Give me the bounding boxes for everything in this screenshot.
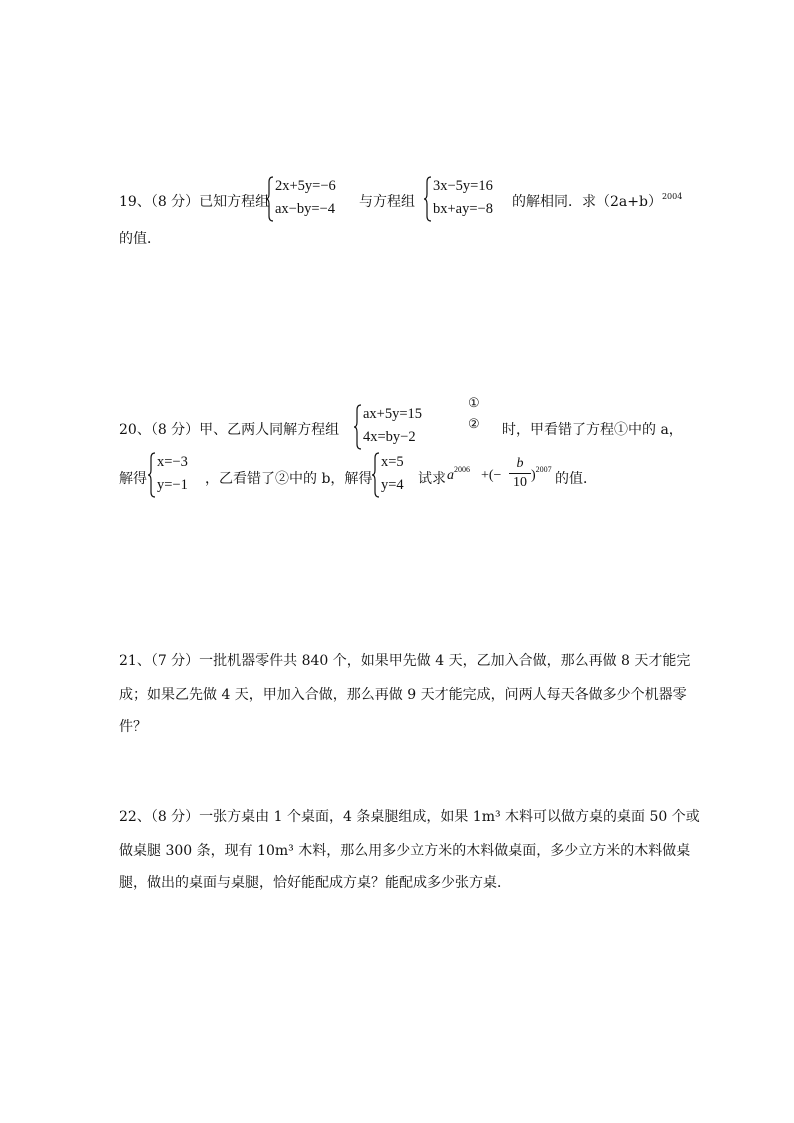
q19-suffix-text: 的解相同．求（2a+b） — [512, 194, 662, 210]
fraction-bar — [509, 473, 531, 474]
q20-solution-1 — [147, 452, 207, 498]
q21-line-3: 件？ — [119, 719, 147, 735]
q20-suffix: 时，甲看错了方程①中的 a， — [502, 422, 683, 438]
q19-exponent: 2004 — [661, 192, 683, 201]
q19-prefix: 19、（8 分）已知方程组 — [119, 194, 270, 210]
q21-line-2: 成；如果乙先做 4 天，甲加入合做，那么再做 9 天才能完成，问两人每天各做多少个机器零 — [119, 687, 687, 703]
q19-system-2 — [423, 176, 518, 222]
q20-line2-d: 的值． — [555, 471, 597, 487]
q20-sol1-y: y=−1 — [157, 477, 188, 493]
q20-plus-open: +(− — [481, 468, 502, 483]
q21-line-1: 21、（7 分）一批机器零件共 840 个，如果甲先做 4 天，乙加入合做，那么再做 8 天才能完 — [119, 653, 691, 669]
q22-line-1: 22、（8 分）一张方桌由 1 个桌面，4 条桌腿组成，如果 1m³ 木料可以做方桌的桌面 50 个或 — [119, 809, 700, 825]
left-brace-icon — [147, 452, 157, 498]
q20-sys-eq2: 4x=by−2 — [363, 429, 416, 445]
q19-sys1-eq1: 2x+5y=−6 — [275, 178, 336, 194]
q20-frac-num: b — [516, 456, 524, 471]
q22-line-2: 做桌腿 300 条，现有 10m³ 木料，那么用多少立方米的木料做桌面，多少立方米的木料做桌 — [119, 843, 691, 859]
q20-a-power: $a^{2006}$ — [447, 465, 470, 483]
q20-solution-2 — [371, 452, 421, 498]
q20-line2-a: 解得 — [119, 471, 147, 487]
q19-sys2-eq2: bx+ay=−8 — [433, 201, 493, 217]
q19-line2: 的值． — [119, 231, 161, 247]
q20-sys-eq1: ax+5y=15 — [363, 406, 423, 422]
left-brace-icon — [353, 404, 363, 450]
q20-exp-b: 2007 — [535, 465, 552, 474]
q20-line2-b: ，乙看错了②中的 b，解得 — [205, 471, 373, 487]
q20-frac-den: 10 — [513, 475, 527, 490]
left-brace-icon — [423, 176, 433, 222]
q20-prefix: 20、（8 分）甲、乙两人同解方程组 — [119, 422, 340, 438]
q20-circled-1: ① — [468, 396, 480, 411]
q20-close-power: )$^{2007}$ — [531, 465, 552, 483]
q19-suffix — [512, 191, 682, 211]
left-brace-icon — [371, 452, 381, 498]
q19-system-1 — [265, 176, 365, 222]
q20-sol1-x: x=−3 — [157, 454, 188, 470]
left-brace-icon — [265, 176, 275, 222]
q20-exp-a: 2006 — [454, 465, 470, 474]
q22-line-3: 腿，做出的桌面与桌腿，恰好能配成方桌？能配成多少张方桌． — [119, 875, 511, 891]
q19-middle: 与方程组 — [359, 194, 415, 210]
q20-sol2-y: y=4 — [381, 477, 404, 493]
q20-circled-2: ② — [468, 417, 480, 432]
q20-fraction — [509, 456, 531, 491]
q20-sol2-x: x=5 — [381, 454, 404, 470]
q20-system — [353, 404, 453, 450]
q20-line2-c: 试求 — [418, 471, 446, 487]
q19-sys1-eq2: ax−by=−4 — [275, 201, 335, 217]
q19-sys2-eq1: 3x−5y=16 — [433, 178, 493, 194]
